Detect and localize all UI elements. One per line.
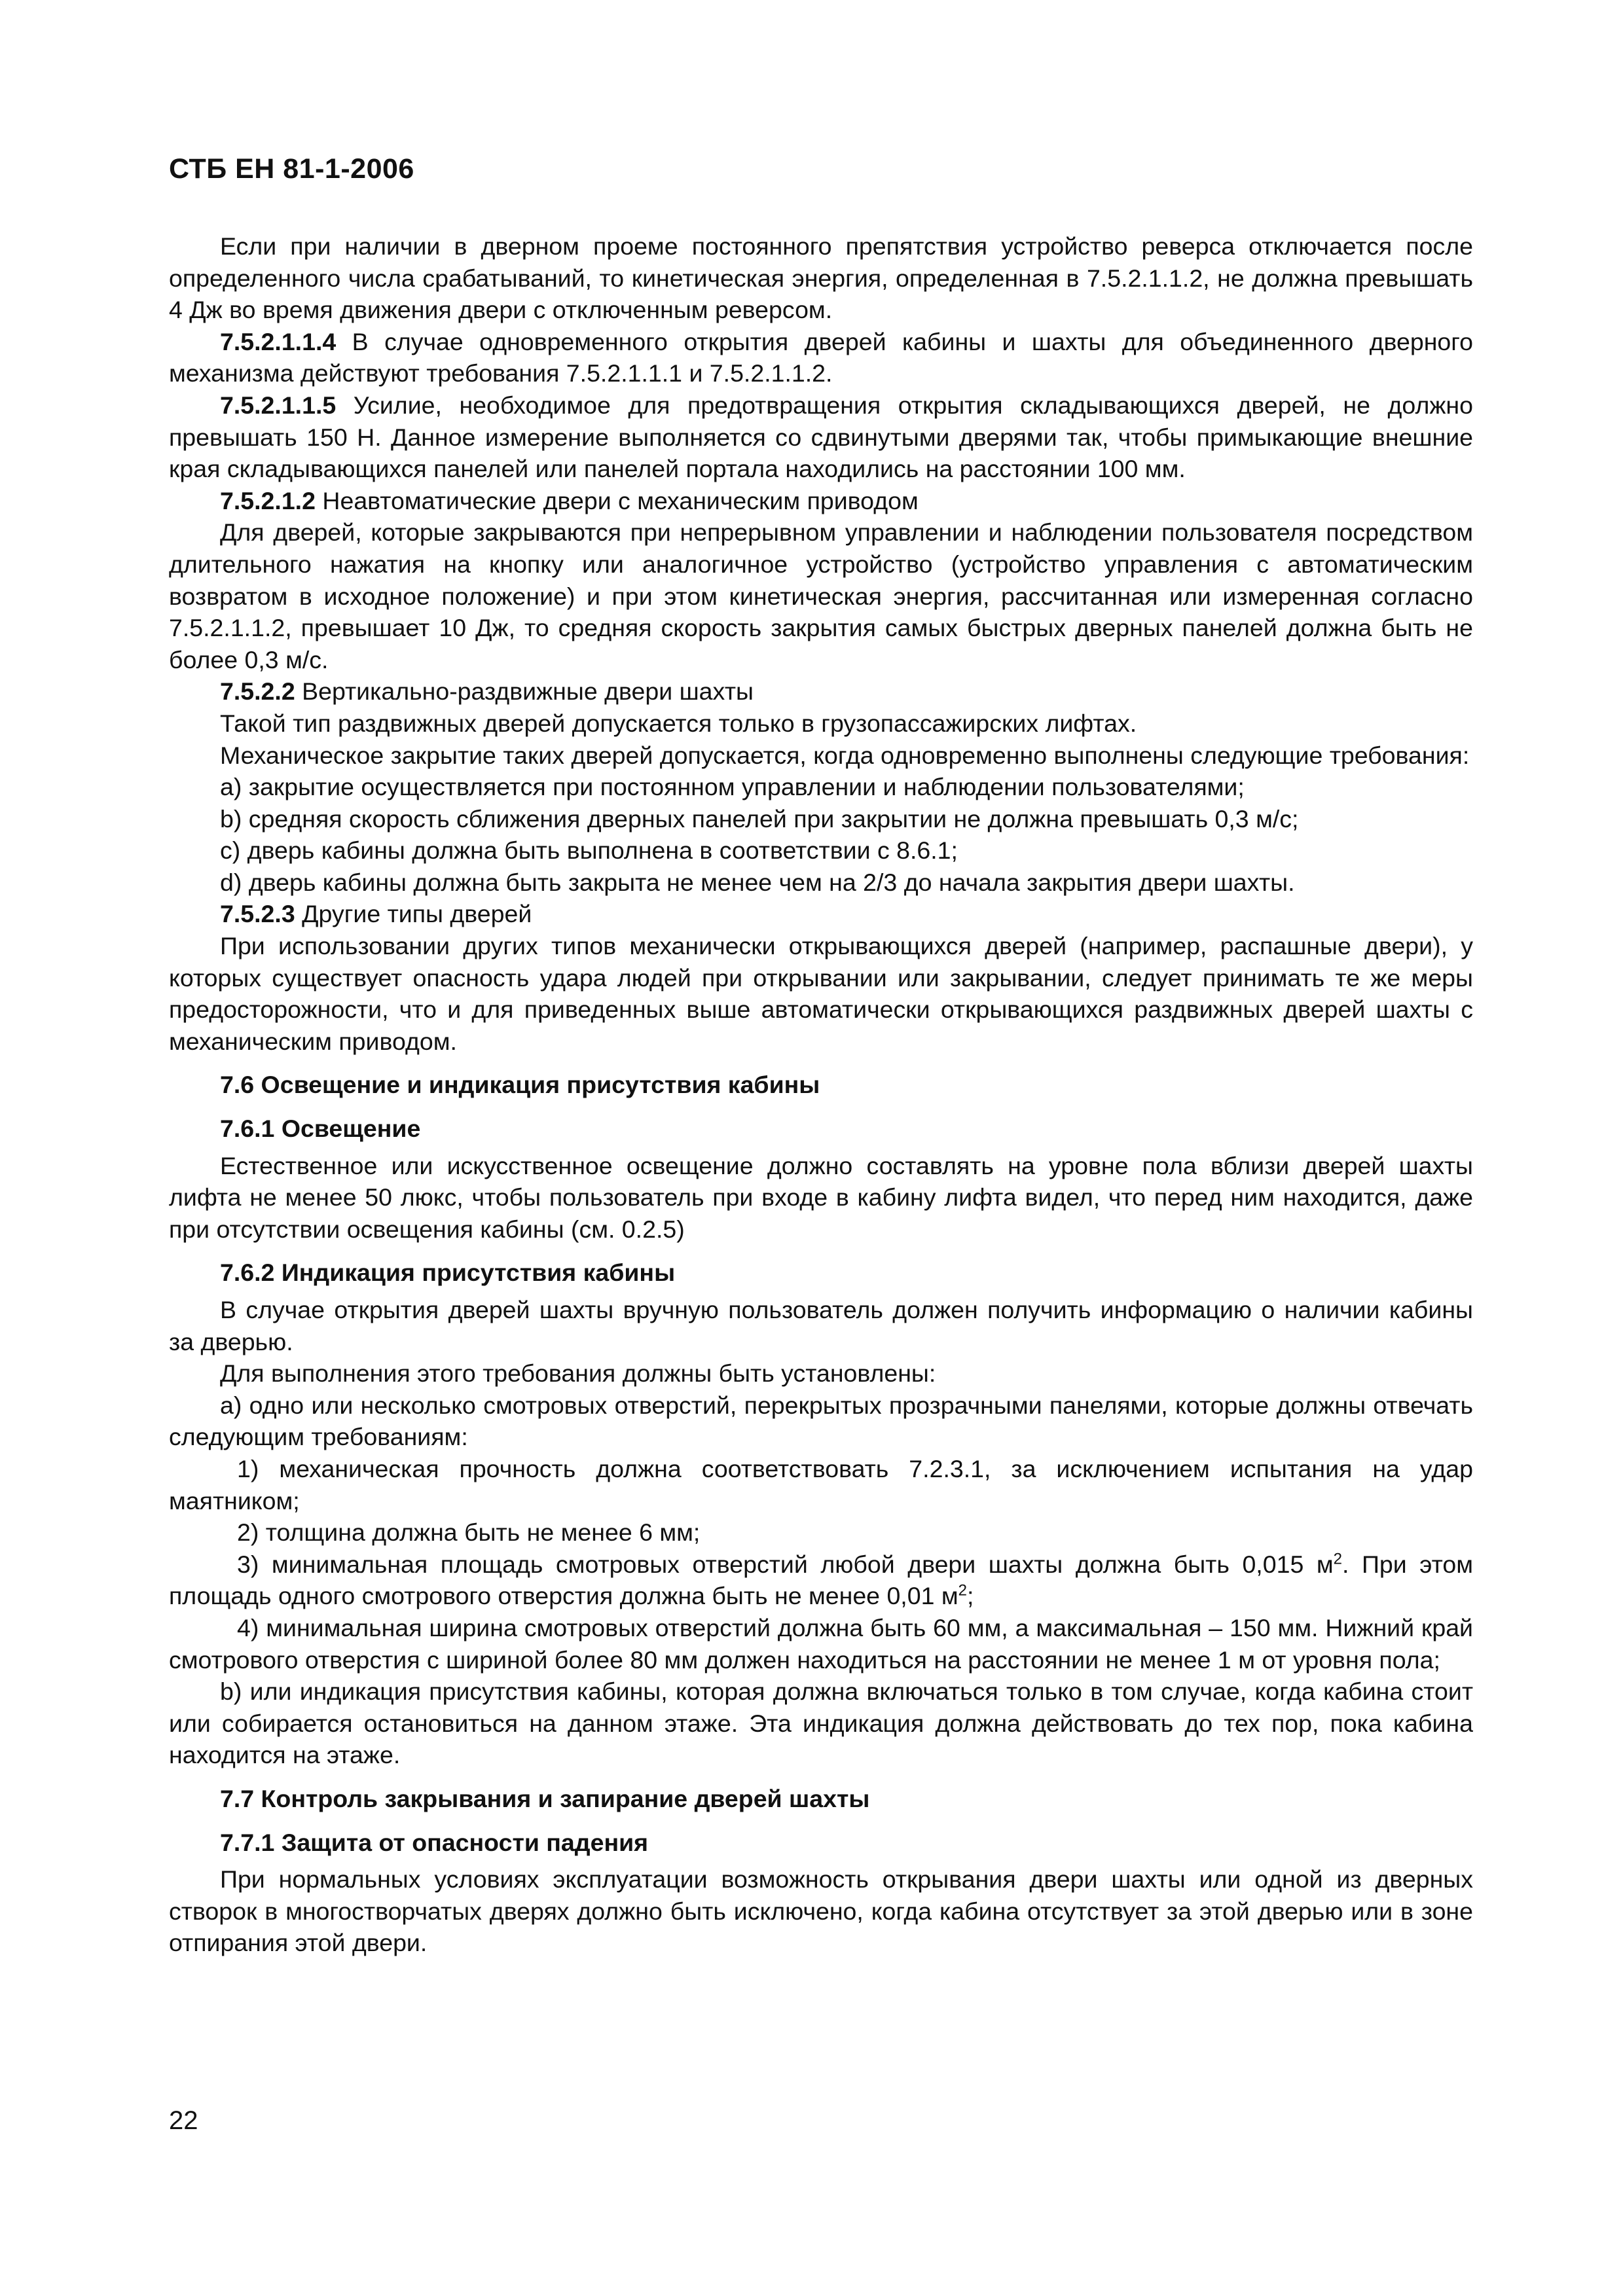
clause-text: Неавтоматические двери с механическим приводом (315, 486, 919, 514)
paragraph (169, 516, 1473, 675)
section-heading-7-6-2: 7.6.2 Индикация присутствия кабины (220, 1259, 676, 1287)
clause-number: 7.5.2.1.2 (220, 486, 316, 514)
list-item-text: b) или индикация присутствия кабины, которая должна включаться только в том случае, когда кабина стоит или собирается остановиться на данном этаже. Эта индикация должна действовать до тех пор, пока кабина находится на этаже. (169, 1677, 1473, 1769)
page-number: 22 (169, 2106, 198, 2135)
paragraph (169, 740, 1473, 772)
clause-number: 7.5.2.2 (220, 677, 295, 706)
list-item-b (169, 803, 1473, 835)
list-item-text: . При этом площадь одного смотрового отверстия должна быть не менее 0,01 м (169, 1550, 1473, 1610)
clause-text: Усилие, необходимое для предотвращения открытия складывающихся дверей, не должно превышать 150 Н. Данное измерение выполняется со сдвинутыми дверями так, чтобы примыкающие внешние края складывающихся панелей или панелей портала находились на расстоянии 100 мм. (169, 391, 1473, 483)
section-heading-7-7: 7.7 Контроль закрывания и запирание дверей шахты (220, 1784, 870, 1812)
clause-text: Вертикально-раздвижные двери шахты (295, 677, 754, 706)
list-item-b (169, 1676, 1473, 1771)
sub-item-1 (169, 1453, 1473, 1516)
paragraph-text: Для выполнения этого требования должны быть установлены: (220, 1359, 936, 1388)
clause-7-5-2-1-2 (169, 485, 1473, 517)
list-item-text: с) дверь кабины должна быть выполнена в соответствии с 8.6.1; (220, 836, 958, 865)
clause-text: В случае одновременного открытия дверей кабины и шахты для объединенного дверного механизма действуют требования 7.5.2.1.1.1 и 7.5.2.1.1.2. (169, 327, 1473, 387)
list-item-text: 4) минимальная ширина смотровых отверстий должна быть 60 мм, а максимальная – 150 мм. Нижний край смотрового отверстия с шириной более 80 мм должен находиться на расстоянии не менее 1 м от уровня пола; (169, 1613, 1473, 1674)
document-code: СТБ ЕН 81-1-2006 (169, 153, 414, 185)
paragraph-text: Если при наличии в дверном проеме постоянного препятствия устройство реверса отключается после определенного числа срабатываний, то кинетическая энергия, определенная в 7.5.2.1.1.2, не должна превышать 4 Дж во время движения двери с отключенным реверсом. (169, 232, 1473, 324)
list-item-text: 2) толщина должна быть не менее 6 мм; (237, 1518, 701, 1547)
clause-number: 7.5.2.1.1.5 (220, 391, 337, 419)
paragraph (169, 930, 1473, 1057)
clause-7-5-2-3 (169, 898, 1473, 930)
document-body (169, 230, 1473, 1959)
list-item-a (169, 771, 1473, 803)
list-item-c (169, 834, 1473, 867)
list-item-text: b) средняя скорость сближения дверных панелей при закрытии не должна превышать 0,3 м/с; (220, 804, 1299, 833)
paragraph (169, 1150, 1473, 1246)
paragraph-text: Для дверей, которые закрываются при непрерывном управлении и наблюдении пользователя посредством длительного нажатия на кнопку или аналогичное устройство (устройство управления с автоматическим возвратом в исходное положение) и при этом кинетическая энергия, рассчитанная или измеренная согласно 7.5.2.1.1.2, превышает 10 Дж, то средняя скорость закрытия самых быстрых дверных панелей должна быть не более 0,3 м/с. (169, 518, 1473, 673)
paragraph-text: Естественное или искусственное освещение должно составлять на уровне пола вблизи дверей шахты лифта не менее 50 люкс, чтобы пользователь при входе в кабину лифта видел, что перед ним находится, даже при отсутствии освещения кабины (см. 0.2.5) (169, 1151, 1473, 1243)
section-heading-7-7-1: 7.7.1 Защита от опасности падения (220, 1828, 649, 1856)
list-item-text: а) закрытие осуществляется при постоянном управлении и наблюдении пользователями; (220, 773, 1245, 801)
clause-number: 7.5.2.1.1.4 (220, 327, 337, 355)
clause-7-5-2-1-1-5 (169, 389, 1473, 485)
list-item-text: а) одно или несколько смотровых отверстий, перекрытых прозрачными панелями, которые должны отвечать следующим требованиям: (169, 1391, 1473, 1451)
clause-number: 7.5.2.3 (220, 900, 295, 928)
list-item-text: d) дверь кабины должна быть закрыта не менее чем на 2/3 до начала закрытия двери шахты. (220, 868, 1295, 896)
paragraph-text: Такой тип раздвижных дверей допускается только в грузопассажирских лифтах. (220, 709, 1137, 737)
paragraph (169, 1357, 1473, 1390)
section-heading-7-6: 7.6 Освещение и индикация присутствия кабины (220, 1071, 820, 1099)
paragraph-text: При нормальных условиях эксплуатации возможность открывания двери шахты или одной из дверных створок в многостворчатых дверях должно быть исключено, когда кабина отсутствует за этой дверью или в зоне отпирания этой двери. (169, 1865, 1473, 1957)
clause-text: Другие типы дверей (295, 900, 532, 928)
superscript: 2 (1333, 1550, 1342, 1568)
paragraph (169, 1863, 1473, 1959)
paragraph (169, 230, 1473, 326)
sub-item-3 (169, 1549, 1473, 1612)
list-item-d (169, 867, 1473, 899)
list-item-a (169, 1390, 1473, 1453)
paragraph-text: В случае открытия дверей шахты вручную пользователь должен получить информацию о наличии кабины за дверью. (169, 1296, 1473, 1355)
section-heading-7-6-1: 7.6.1 Освещение (220, 1115, 421, 1143)
superscript: 2 (958, 1581, 967, 1600)
list-item-text: 1) механическая прочность должна соответствовать 7.2.3.1, за исключением испытания на удар маятником; (169, 1454, 1473, 1515)
paragraph-text: При использовании других типов механически открывающихся дверей (например, распашные двери), у которых существует опасность удара людей при открывании или закрывании, следует принимать те же меры предосторожности, что и для приведенных выше автоматически открывающихся раздвижных дверей шахты с механическим приводом. (169, 932, 1473, 1055)
list-item-text: 3) минимальная площадь смотровых отверстий любой двери шахты должна быть 0,015 м (237, 1550, 1334, 1578)
list-item-text: ; (967, 1582, 974, 1610)
paragraph (169, 708, 1473, 740)
sub-item-2 (169, 1516, 1473, 1549)
sub-item-4 (169, 1612, 1473, 1676)
paragraph-text: Механическое закрытие таких дверей допускается, когда одновременно выполнены следующие требования: (220, 741, 1470, 769)
clause-7-5-2-2 (169, 675, 1473, 708)
paragraph (169, 1294, 1473, 1357)
clause-7-5-2-1-1-4 (169, 326, 1473, 389)
